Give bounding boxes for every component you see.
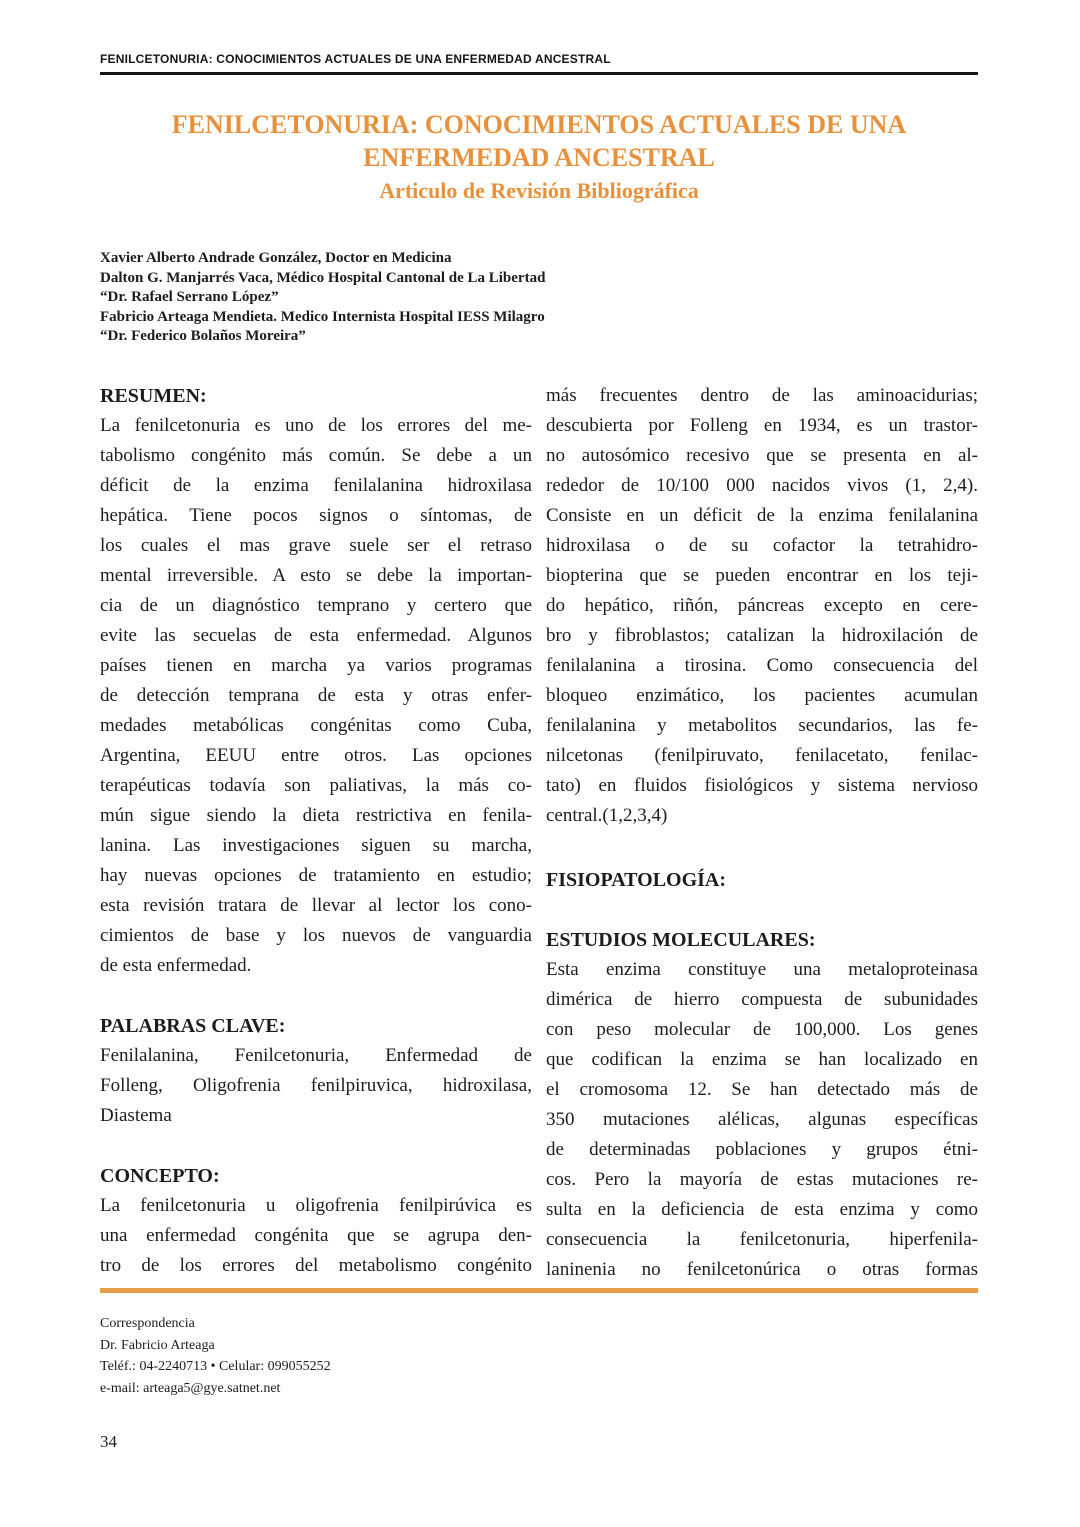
text-line: medades metabólicas congénitas como Cuba,	[100, 715, 532, 736]
text-line: La fenilcetonuria es uno de los errores del me-	[100, 415, 532, 436]
text-line: Folleng, Oligofrenia fenilpiruvica, hidroxilasa,	[100, 1075, 532, 1096]
text-line: nilcetonas (fenilpiruvato, fenilacetato, fenilac-	[546, 745, 978, 766]
text-line: Consiste en un déficit de la enzima fenilalanina	[546, 505, 978, 526]
text-line: descubierta por Folleng en 1934, es un trastor-	[546, 415, 978, 436]
text-line: los cuales el mas grave suele ser el retraso	[100, 535, 532, 556]
text-line: cos. Pero la mayoría de estas mutaciones re-	[546, 1169, 978, 1190]
text-line: Teléf.: 04-2240713 • Celular: 099055252	[100, 1359, 331, 1374]
text-line: déficit de la enzima fenilalanina hidroxilasa	[100, 475, 532, 496]
palabras-clave-paragraph	[100, 1041, 532, 1131]
resumen-paragraph	[100, 411, 532, 981]
text-line: no autosómico recesivo que se presenta en al-	[546, 445, 978, 466]
text-line: de detección temprana de esta y otras enfer-	[100, 685, 532, 706]
text-line: consecuencia la fenilcetonuria, hiperfenila-	[546, 1229, 978, 1250]
text-line: fenilalanina y metabolitos secundarios, las fe-	[546, 715, 978, 736]
text-line: Fabricio Arteaga Mendieta. Medico Internista Hospital IESS Milagro	[100, 308, 545, 325]
footer-rule	[100, 1288, 978, 1293]
text-line: de determinadas poblaciones y grupos étni-	[546, 1139, 978, 1160]
text-line: Correspondencia	[100, 1316, 195, 1331]
text-line: Fenilalanina, Fenilcetonuria, Enfermedad de	[100, 1045, 532, 1066]
text-line: con peso molecular de 100,000. Los genes	[546, 1019, 978, 1040]
text-line: Xavier Alberto Andrade González, Doctor en Medicina	[100, 250, 452, 266]
right-column	[546, 381, 978, 1285]
text-line: e-mail: arteaga5@gye.satnet.net	[100, 1380, 281, 1396]
text-line: “Dr. Rafael Serrano López”	[100, 289, 279, 305]
text-line: Dr. Fabricio Arteaga	[100, 1337, 215, 1353]
text-line: hepática. Tiene pocos signos o síntomas, de	[100, 505, 532, 526]
text-line: sulta en la deficiencia de esta enzima y como	[546, 1199, 978, 1220]
text-line: el cromosoma 12. Se han detectado más de	[546, 1079, 978, 1100]
text-line: hidroxilasa o de su cofactor la tetrahidro-	[546, 535, 978, 556]
text-line: esta revisión tratara de llevar al lector los cono-	[100, 895, 532, 916]
left-column	[100, 381, 532, 1285]
estudios-moleculares-paragraph	[546, 955, 978, 1285]
concepto-paragraph	[100, 1191, 532, 1281]
article-subtitle: Articulo de Revisión Bibliográfica	[379, 178, 699, 203]
text-line: Esta enzima constituye una metaloproteinasa	[546, 959, 978, 980]
article-title-line1: FENILCETONURIA: CONOCIMIENTOS ACTUALES DE UNA	[171, 110, 907, 139]
text-line: lanina. Las investigaciones siguen su marcha,	[100, 835, 532, 856]
body-columns	[100, 381, 978, 1285]
text-line: Dalton G. Manjarrés Vaca, Médico Hospital Cantonal de La Libertad	[100, 269, 546, 286]
text-line: que codifican la enzima se han localizado en	[546, 1049, 978, 1070]
heading-fisiopatologia: FISIOPATOLOGÍA:	[546, 869, 727, 891]
continuation-paragraph	[546, 381, 978, 831]
text-line: evite las secuelas de esta enfermedad. Algunos	[100, 625, 532, 646]
text-line: laninenia no fenilcetonúrica o otras formas	[546, 1259, 978, 1280]
text-line: central.(1,2,3,4)	[546, 805, 668, 826]
text-line: más frecuentes dentro de las aminoacidurias;	[546, 385, 978, 406]
text-line: mental irreversible. A esto se debe la importan-	[100, 565, 532, 586]
text-line: La fenilcetonuria u oligofrenia fenilpirúvica es	[100, 1195, 532, 1216]
text-line: 350 mutaciones alélicas, algunas específicas	[546, 1109, 978, 1130]
text-line: “Dr. Federico Bolaños Moreira”	[100, 328, 306, 344]
heading-palabras-clave: PALABRAS CLAVE:	[100, 1015, 286, 1037]
text-line: terapéuticas todavía son paliativas, la más co-	[100, 775, 532, 796]
text-line: bloqueo enzimático, los pacientes acumulan	[546, 685, 978, 706]
text-line: cia de un diagnóstico temprano y certero que	[100, 595, 532, 616]
text-line: fenilalanina a tirosina. Como consecuencia del	[546, 655, 978, 676]
text-line: países tienen en marcha ya varios programas	[100, 655, 532, 676]
heading-concepto: CONCEPTO:	[100, 1165, 220, 1187]
text-line: Argentina, EEUU entre otros. Las opciones	[100, 745, 532, 766]
running-header: FENILCETONURIA: CONOCIMIENTOS ACTUALES DE UNA ENFERMEDAD ANCESTRAL	[100, 52, 611, 66]
article-title-block	[100, 108, 978, 207]
text-line: rededor de 10/100 000 nacidos vivos (1, 2,4).	[546, 475, 978, 496]
text-line: dimérica de hierro compuesta de subunidades	[546, 989, 978, 1010]
text-line: tabolismo congénito más común. Se debe a un	[100, 445, 532, 466]
header-rule	[100, 72, 978, 75]
authors-block	[100, 249, 800, 347]
text-line: tro de los errores del metabolismo congénito	[100, 1255, 532, 1276]
text-line: do hepático, riñón, páncreas excepto en cere-	[546, 595, 978, 616]
text-line: bro y fibroblastos; catalizan la hidroxilación de	[546, 625, 978, 646]
heading-estudios-moleculares: ESTUDIOS MOLECULARES:	[546, 929, 816, 951]
text-line: biopterina que se pueden encontrar en los teji-	[546, 565, 978, 586]
text-line: tato) en fluidos fisiológicos y sistema nervioso	[546, 775, 978, 796]
text-line: de esta enfermedad.	[100, 955, 252, 976]
article-title-line2: ENFERMEDAD ANCESTRAL	[363, 143, 715, 172]
text-line: hay nuevas opciones de tratamiento en estudio;	[100, 865, 532, 886]
text-line: una enfermedad congénita que se agrupa den-	[100, 1225, 532, 1246]
text-line: cimientos de base y los nuevos de vanguardia	[100, 925, 532, 946]
text-line: mún sigue siendo la dieta restrictiva en fenila-	[100, 805, 532, 826]
text-line: Diastema	[100, 1105, 172, 1126]
page-number: 34	[100, 1432, 117, 1451]
heading-resumen: RESUMEN:	[100, 385, 207, 407]
correspondence-block	[100, 1313, 331, 1399]
